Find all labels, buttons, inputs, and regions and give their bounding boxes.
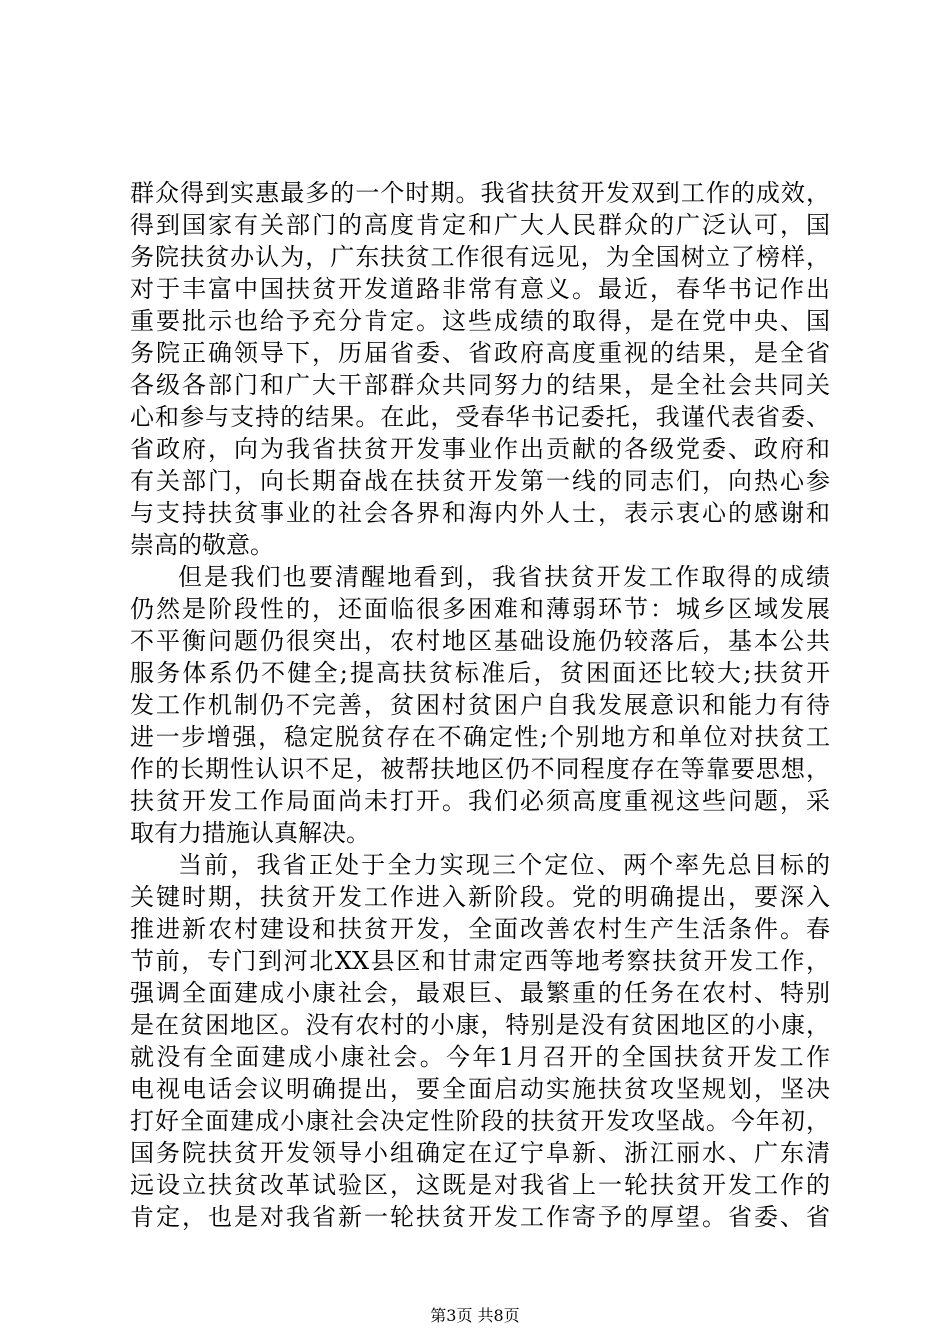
text-line: 有关部门，向长期奋战在扶贫开发第一线的同志们，向热心参 xyxy=(130,467,830,495)
text-line: 是在贫困地区。没有农村的小康，特别是没有贫困地区的小康， xyxy=(130,1011,830,1039)
text-line: 取有力措施认真解决。 xyxy=(130,819,370,847)
text-line: 电视电话会议明确提出，要全面启动实施扶贫攻坚规划，坚决 xyxy=(130,1075,830,1103)
text-line: 与支持扶贫事业的社会各界和海内外人士，表示衷心的感谢和 xyxy=(130,499,830,527)
text-line: 但是我们也要清醒地看到，我省扶贫开发工作取得的成绩 xyxy=(178,563,830,591)
text-line: 得到国家有关部门的高度肯定和广大人民群众的广泛认可，国 xyxy=(130,211,830,239)
text-line: 崇高的敬意。 xyxy=(130,531,274,559)
text-line: 不平衡问题仍很突出，农村地区基础设施仍较落后，基本公共 xyxy=(130,627,830,655)
text-line: 关键时期，扶贫开发工作进入新阶段。党的明确提出，要深入 xyxy=(130,883,830,911)
text-line: 推进新农村建设和扶贫开发，全面改善农村生产生活条件。春 xyxy=(130,915,830,943)
text-line: 务院扶贫办认为，广东扶贫工作很有远见，为全国树立了榜样， xyxy=(130,243,830,271)
text-line: 国务院扶贫开发领导小组确定在辽宁阜新、浙江丽水、广东清 xyxy=(130,1139,830,1167)
text-line: 作的长期性认识不足，被帮扶地区仍不同程度存在等靠要思想， xyxy=(130,755,830,783)
text-line: 扶贫开发工作局面尚未打开。我们必须高度重视这些问题，采 xyxy=(130,787,830,815)
text-line: 打好全面建成小康社会决定性阶段的扶贫开发攻坚战。今年初， xyxy=(130,1107,830,1135)
text-line: 肯定，也是对我省新一轮扶贫开发工作寄予的厚望。省委、省 xyxy=(130,1203,830,1231)
text-line: 群众得到实惠最多的一个时期。我省扶贫开发双到工作的成效， xyxy=(130,179,830,207)
text-line: 节前，专门到河北XX县区和甘肃定西等地考察扶贫开发工作， xyxy=(130,947,830,975)
text-line: 远设立扶贫改革试验区，这既是对我省上一轮扶贫开发工作的 xyxy=(130,1171,830,1199)
text-line: 重要批示也给予充分肯定。这些成绩的取得，是在党中央、国 xyxy=(130,307,830,335)
text-line: 发工作机制仍不完善，贫困村贫困户自我发展意识和能力有待 xyxy=(130,691,830,719)
page-footer: 第3页 共8页 xyxy=(430,1306,520,1325)
text-line: 当前，我省正处于全力实现三个定位、两个率先总目标的 xyxy=(178,851,830,879)
text-line: 各级各部门和广大干部群众共同努力的结果，是全社会共同关 xyxy=(130,371,830,399)
text-line: 就没有全面建成小康社会。今年1月召开的全国扶贫开发工作 xyxy=(130,1043,830,1071)
text-line: 服务体系仍不健全;提高扶贫标准后，贫困面还比较大;扶贫开 xyxy=(130,659,830,687)
text-line: 仍然是阶段性的，还面临很多困难和薄弱环节：城乡区域发展 xyxy=(130,595,830,623)
text-line: 务院正确领导下，历届省委、省政府高度重视的结果，是全省 xyxy=(130,339,830,367)
text-line: 省政府，向为我省扶贫开发事业作出贡献的各级党委、政府和 xyxy=(130,435,830,463)
text-line: 对于丰富中国扶贫开发道路非常有意义。最近，春华书记作出 xyxy=(130,275,830,303)
body-text xyxy=(130,177,830,1233)
text-line: 进一步增强，稳定脱贫存在不确定性;个别地方和单位对扶贫工 xyxy=(130,723,830,751)
text-line: 强调全面建成小康社会，最艰巨、最繁重的任务在农村、特别 xyxy=(130,979,830,1007)
text-line: 心和参与支持的结果。在此，受春华书记委托，我谨代表省委、 xyxy=(130,403,830,431)
